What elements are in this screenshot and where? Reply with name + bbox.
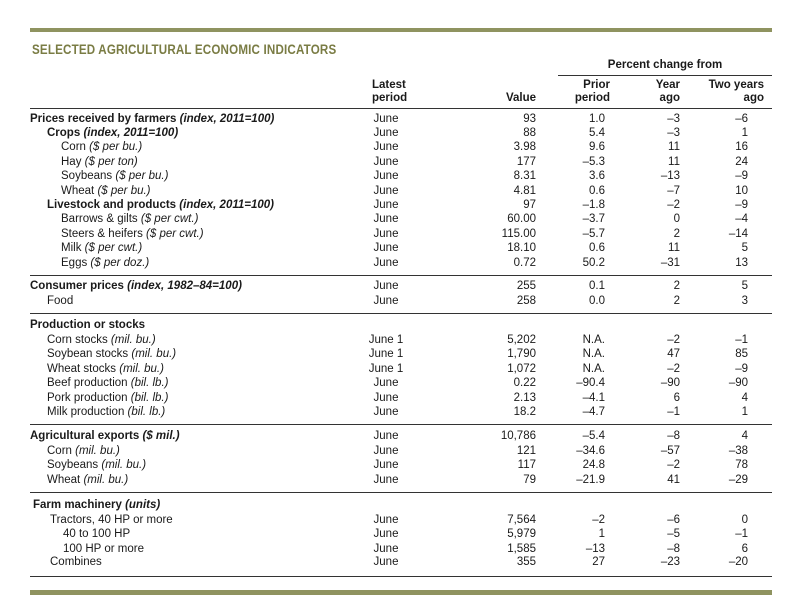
year-ago-cell: 0 bbox=[673, 213, 680, 225]
latest-period-header: Latest period bbox=[372, 79, 408, 104]
section-separator bbox=[30, 313, 772, 314]
year-ago-cell: –2 bbox=[667, 363, 680, 375]
prior-period-cell: 1.0 bbox=[589, 113, 605, 125]
value-cell: 117 bbox=[517, 459, 536, 471]
row-label bbox=[30, 429, 180, 443]
section-separator bbox=[30, 108, 772, 109]
table-row bbox=[0, 542, 800, 556]
prior-period-cell: N.A. bbox=[582, 334, 605, 346]
percent-change-header: Percent change from bbox=[607, 59, 723, 71]
row-label-text: Farm machinery bbox=[33, 499, 122, 511]
two-years-ago-cell: –90 bbox=[728, 377, 748, 389]
prior-period-cell: –13 bbox=[585, 543, 605, 555]
year-ago-cell: –3 bbox=[667, 127, 680, 139]
row-label-text: Beef production bbox=[47, 377, 128, 389]
year-ago-cell: –5 bbox=[667, 528, 680, 540]
prior-period-cell: –5.4 bbox=[582, 430, 605, 442]
latest-period-cell: June bbox=[373, 392, 399, 404]
year-ago-cell: 2 bbox=[673, 295, 680, 307]
row-label-text: Corn bbox=[61, 141, 86, 153]
row-label bbox=[33, 498, 160, 512]
row-label-text: Milk production bbox=[47, 406, 125, 418]
latest-period-cell: June bbox=[373, 257, 399, 269]
value-cell: 355 bbox=[516, 556, 536, 568]
table-row bbox=[0, 473, 800, 487]
value-cell: 177 bbox=[516, 156, 536, 168]
latest-period-cell: June bbox=[373, 459, 399, 471]
row-label-text: Crops bbox=[47, 127, 81, 139]
prior-period-cell: 0.6 bbox=[589, 185, 605, 197]
row-label-text: Production or stocks bbox=[30, 319, 146, 331]
latest-period-cell: June bbox=[373, 156, 399, 168]
year-ago-cell: 6 bbox=[673, 392, 680, 404]
top-rule bbox=[30, 28, 772, 32]
latest-period-cell: June bbox=[373, 242, 399, 254]
row-unit: ($ per bu.) bbox=[89, 141, 143, 153]
row-label bbox=[47, 198, 274, 212]
table-row bbox=[0, 498, 800, 512]
row-label-text: Barrows & gilts bbox=[61, 213, 138, 225]
row-label-text: Pork production bbox=[47, 392, 128, 404]
row-unit: ($ per ton) bbox=[84, 156, 138, 168]
table-row bbox=[0, 405, 800, 419]
row-label bbox=[61, 227, 204, 241]
prior-period-cell: –3.7 bbox=[582, 213, 605, 225]
row-label-text: Food bbox=[47, 295, 74, 307]
table-row bbox=[0, 347, 800, 361]
row-label-text: Prices received by farmers bbox=[30, 113, 177, 125]
value-cell: 4.81 bbox=[513, 185, 536, 197]
value-cell: 0.22 bbox=[513, 377, 536, 389]
value-cell: 18.10 bbox=[507, 242, 536, 254]
row-label bbox=[47, 405, 165, 419]
latest-period-cell: June bbox=[373, 445, 399, 457]
table-row bbox=[0, 241, 800, 255]
two-years-ago-cell: 1 bbox=[741, 406, 748, 418]
value-cell: 97 bbox=[523, 199, 536, 211]
value-cell: 1,585 bbox=[507, 543, 536, 555]
row-label bbox=[47, 473, 128, 487]
two-years-ago-cell: 5 bbox=[741, 280, 748, 292]
row-label bbox=[61, 256, 149, 270]
table-row bbox=[0, 294, 800, 308]
table-row bbox=[0, 184, 800, 198]
year-ago-cell: –23 bbox=[660, 556, 680, 568]
row-label bbox=[61, 155, 138, 169]
row-label-text: Soybeans bbox=[61, 170, 113, 182]
row-label-text: Soybean stocks bbox=[47, 348, 129, 360]
row-label-text: Consumer prices bbox=[30, 280, 124, 292]
year-ago-cell: 11 bbox=[668, 141, 680, 153]
row-label bbox=[47, 376, 168, 390]
table-row bbox=[0, 362, 800, 376]
year-ago-cell: 41 bbox=[667, 474, 680, 486]
latest-period-cell: June bbox=[373, 528, 399, 540]
row-label bbox=[50, 513, 173, 527]
value-cell: 88 bbox=[523, 127, 536, 139]
two-years-ago-header: Two years ago bbox=[708, 79, 764, 104]
row-unit: ($ per cwt.) bbox=[146, 228, 204, 240]
row-unit: ($ per doz.) bbox=[90, 257, 150, 269]
prior-period-cell: –5.3 bbox=[582, 156, 605, 168]
year-ago-cell: –8 bbox=[667, 543, 680, 555]
prior-period-cell: N.A. bbox=[582, 363, 605, 375]
year-ago-cell: –31 bbox=[660, 257, 680, 269]
prior-period-cell: –2 bbox=[592, 514, 605, 526]
row-unit: (bil. lb.) bbox=[127, 406, 166, 418]
bottom-rule bbox=[30, 590, 772, 595]
latest-period-cell: June bbox=[373, 213, 399, 225]
two-years-ago-cell: –20 bbox=[728, 556, 748, 568]
prior-period-cell: 0.0 bbox=[589, 295, 605, 307]
row-label-text: Wheat bbox=[47, 474, 81, 486]
prior-period-cell: –90.4 bbox=[576, 377, 605, 389]
row-unit: ($ per cwt.) bbox=[84, 242, 143, 254]
two-years-ago-cell: 0 bbox=[741, 514, 748, 526]
two-years-ago-cell: –6 bbox=[735, 113, 748, 125]
value-cell: 8.31 bbox=[513, 170, 536, 182]
two-years-ago-cell: 4 bbox=[741, 392, 748, 404]
table-row bbox=[0, 318, 800, 332]
latest-period-cell: June bbox=[373, 280, 399, 292]
row-label bbox=[30, 279, 242, 293]
table-row bbox=[0, 198, 800, 212]
value-cell: 10,786 bbox=[500, 430, 536, 442]
table-row bbox=[0, 112, 800, 126]
year-ago-cell: –57 bbox=[660, 445, 680, 457]
table-row bbox=[0, 212, 800, 226]
latest-period-cell: June bbox=[373, 556, 399, 568]
row-label-text: Eggs bbox=[61, 257, 88, 269]
latest-period-cell: June bbox=[373, 514, 399, 526]
prior-period-cell: 0.1 bbox=[589, 280, 605, 292]
latest-period-cell: June bbox=[373, 377, 399, 389]
prior-period-cell: 5.4 bbox=[589, 127, 605, 139]
table-row bbox=[0, 126, 800, 140]
row-label-text: Combines bbox=[50, 556, 102, 568]
value-cell: 255 bbox=[516, 280, 536, 292]
latest-period-cell: June bbox=[373, 141, 399, 153]
row-unit: ($ mil.) bbox=[142, 430, 180, 442]
section-separator bbox=[30, 492, 772, 493]
two-years-ago-cell: –1 bbox=[735, 334, 748, 346]
two-years-ago-cell: 6 bbox=[741, 543, 748, 555]
year-ago-cell: 2 bbox=[673, 280, 680, 292]
year-ago-cell: –8 bbox=[667, 430, 680, 442]
value-cell: 93 bbox=[523, 113, 536, 125]
value-cell: 60.00 bbox=[507, 213, 536, 225]
table-row bbox=[0, 458, 800, 472]
row-label-text: Hay bbox=[61, 156, 82, 168]
value-header: Value bbox=[505, 92, 536, 104]
value-cell: 2.13 bbox=[513, 392, 536, 404]
value-cell: 115.00 bbox=[501, 228, 536, 240]
value-cell: 121 bbox=[516, 445, 536, 457]
prior-period-cell: 3.6 bbox=[589, 170, 605, 182]
two-years-ago-cell: 85 bbox=[735, 348, 748, 360]
latest-period-cell: June 1 bbox=[368, 334, 404, 346]
row-unit: (mil. bu.) bbox=[119, 363, 164, 375]
table-row bbox=[0, 555, 800, 569]
two-years-ago-cell: –9 bbox=[735, 363, 748, 375]
value-cell: 258 bbox=[516, 295, 536, 307]
two-years-ago-cell: 3 bbox=[741, 295, 748, 307]
latest-period-cell: June bbox=[373, 474, 399, 486]
row-label-text: Livestock and products bbox=[47, 199, 177, 211]
row-label bbox=[47, 347, 176, 361]
row-label bbox=[47, 458, 146, 472]
percent-change-underline bbox=[558, 75, 772, 76]
row-unit: (index, 2011=100) bbox=[83, 127, 179, 139]
year-ago-cell: 47 bbox=[667, 348, 680, 360]
year-ago-cell: 11 bbox=[668, 242, 680, 254]
year-ago-cell: –1 bbox=[667, 406, 680, 418]
prior-period-cell: –4.7 bbox=[582, 406, 605, 418]
row-label-text: Milk bbox=[61, 242, 82, 254]
two-years-ago-cell: 10 bbox=[735, 185, 748, 197]
two-years-ago-cell: –38 bbox=[728, 445, 748, 457]
latest-period-cell: June bbox=[373, 228, 399, 240]
latest-period-cell: June 1 bbox=[368, 348, 404, 360]
prior-period-cell: 27 bbox=[592, 556, 605, 568]
table-row bbox=[0, 527, 800, 541]
row-label-text: Corn bbox=[47, 445, 72, 457]
value-cell: 5,979 bbox=[507, 528, 536, 540]
row-label-text: Steers & heifers bbox=[61, 228, 143, 240]
value-cell: 1,072 bbox=[507, 363, 536, 375]
section-separator bbox=[30, 424, 772, 425]
year-ago-cell: –90 bbox=[660, 377, 680, 389]
two-years-ago-cell: –14 bbox=[728, 228, 748, 240]
row-label-text: Agricultural exports bbox=[30, 430, 140, 442]
table-row bbox=[0, 333, 800, 347]
row-label bbox=[30, 112, 274, 126]
year-ago-cell: –2 bbox=[667, 199, 680, 211]
latest-period-cell: June 1 bbox=[368, 363, 404, 375]
year-ago-cell: –3 bbox=[667, 113, 680, 125]
row-label bbox=[61, 212, 198, 226]
year-ago-cell: 11 bbox=[668, 156, 680, 168]
row-unit: (index, 1982–84=100) bbox=[127, 280, 242, 292]
value-cell: 7,564 bbox=[507, 514, 536, 526]
row-unit: ($ per cwt.) bbox=[140, 213, 199, 225]
row-label bbox=[61, 184, 151, 198]
latest-period-cell: June bbox=[373, 543, 399, 555]
value-cell: 18.2 bbox=[513, 406, 536, 418]
table-row bbox=[0, 155, 800, 169]
two-years-ago-cell: 5 bbox=[741, 242, 748, 254]
row-label bbox=[47, 333, 156, 347]
latest-period-cell: June bbox=[373, 127, 399, 139]
table-row bbox=[0, 169, 800, 183]
year-ago-cell: –6 bbox=[667, 514, 680, 526]
row-label bbox=[50, 555, 102, 569]
row-label-text: 40 to 100 HP bbox=[63, 528, 131, 540]
row-label bbox=[61, 241, 142, 255]
table-row bbox=[0, 376, 800, 390]
two-years-ago-cell: 78 bbox=[735, 459, 748, 471]
prior-period-cell: 0.6 bbox=[589, 242, 605, 254]
row-label bbox=[61, 140, 142, 154]
row-unit: (bil. lb.) bbox=[130, 377, 169, 389]
latest-period-cell: June bbox=[373, 170, 399, 182]
year-ago-cell: –2 bbox=[667, 334, 680, 346]
row-label-text: Corn stocks bbox=[47, 334, 108, 346]
row-label bbox=[47, 126, 178, 140]
two-years-ago-cell: –9 bbox=[735, 199, 748, 211]
prior-period-cell: 9.6 bbox=[589, 141, 605, 153]
row-label bbox=[47, 391, 168, 405]
table-row bbox=[0, 444, 800, 458]
value-cell: 3.98 bbox=[513, 141, 536, 153]
row-label-text: 100 HP or more bbox=[63, 543, 144, 555]
prior-period-cell: –4.1 bbox=[582, 392, 605, 404]
row-unit: ($ per bu.) bbox=[97, 185, 151, 197]
row-unit: (bil. lb.) bbox=[130, 392, 169, 404]
row-label-text: Wheat stocks bbox=[47, 363, 117, 375]
row-unit: (mil. bu.) bbox=[131, 348, 177, 360]
two-years-ago-cell: –9 bbox=[735, 170, 748, 182]
latest-period-cell: June bbox=[373, 113, 399, 125]
year-ago-cell: 2 bbox=[673, 228, 680, 240]
table-row bbox=[0, 227, 800, 241]
latest-period-cell: June bbox=[373, 185, 399, 197]
value-cell: 1,790 bbox=[507, 348, 536, 360]
two-years-ago-cell: 13 bbox=[735, 257, 748, 269]
prior-period-header: Prior period bbox=[574, 79, 610, 104]
prior-period-cell: 1 bbox=[598, 528, 605, 540]
row-label bbox=[63, 542, 144, 556]
two-years-ago-cell: 4 bbox=[741, 430, 748, 442]
two-years-ago-cell: –29 bbox=[728, 474, 748, 486]
row-unit: (units) bbox=[125, 499, 161, 511]
row-unit: (index, 2011=100) bbox=[179, 113, 275, 125]
prior-period-cell: N.A. bbox=[582, 348, 605, 360]
row-label-text: Tractors, 40 HP or more bbox=[50, 514, 173, 526]
two-years-ago-cell: 1 bbox=[741, 127, 748, 139]
latest-period-cell: June bbox=[373, 430, 399, 442]
row-label-text: Wheat bbox=[61, 185, 95, 197]
row-label bbox=[47, 362, 164, 376]
row-label bbox=[63, 527, 130, 541]
value-cell: 5,202 bbox=[507, 334, 536, 346]
row-label bbox=[61, 169, 168, 183]
year-ago-cell: –13 bbox=[660, 170, 680, 182]
page-title: SELECTED AGRICULTURAL ECONOMIC INDICATORS bbox=[32, 42, 337, 57]
table-row bbox=[0, 391, 800, 405]
section-separator bbox=[30, 275, 772, 276]
prior-period-cell: –34.6 bbox=[576, 445, 605, 457]
value-cell: 0.72 bbox=[513, 257, 536, 269]
prior-period-cell: –21.9 bbox=[576, 474, 605, 486]
prior-period-cell: –5.7 bbox=[582, 228, 605, 240]
table-bottom-separator bbox=[30, 576, 772, 577]
prior-period-cell: 50.2 bbox=[582, 257, 605, 269]
table-row bbox=[0, 256, 800, 270]
table-row bbox=[0, 429, 800, 443]
row-label-text: Soybeans bbox=[47, 459, 99, 471]
table-row bbox=[0, 513, 800, 527]
row-label bbox=[47, 294, 73, 308]
table-row bbox=[0, 279, 800, 293]
value-cell: 79 bbox=[523, 474, 536, 486]
year-ago-cell: –7 bbox=[667, 185, 680, 197]
year-ago-cell: –2 bbox=[667, 459, 680, 471]
row-label bbox=[30, 318, 145, 332]
row-label bbox=[47, 444, 120, 458]
two-years-ago-cell: 16 bbox=[735, 141, 748, 153]
prior-period-cell: –1.8 bbox=[582, 199, 605, 211]
table-row bbox=[0, 140, 800, 154]
latest-period-cell: June bbox=[373, 406, 399, 418]
row-unit: (mil. bu.) bbox=[101, 459, 147, 471]
row-unit: ($ per bu.) bbox=[115, 170, 169, 182]
row-unit: (index, 2011=100) bbox=[179, 199, 275, 211]
latest-period-cell: June bbox=[373, 199, 399, 211]
two-years-ago-cell: –4 bbox=[735, 213, 748, 225]
row-unit: (mil. bu.) bbox=[75, 445, 120, 457]
two-years-ago-cell: –1 bbox=[735, 528, 748, 540]
row-unit: (mil. bu.) bbox=[110, 334, 156, 346]
latest-period-cell: June bbox=[373, 295, 399, 307]
prior-period-cell: 24.8 bbox=[582, 459, 605, 471]
two-years-ago-cell: 24 bbox=[735, 156, 748, 168]
year-ago-header: Year ago bbox=[655, 79, 680, 104]
row-unit: (mil. bu.) bbox=[83, 474, 129, 486]
